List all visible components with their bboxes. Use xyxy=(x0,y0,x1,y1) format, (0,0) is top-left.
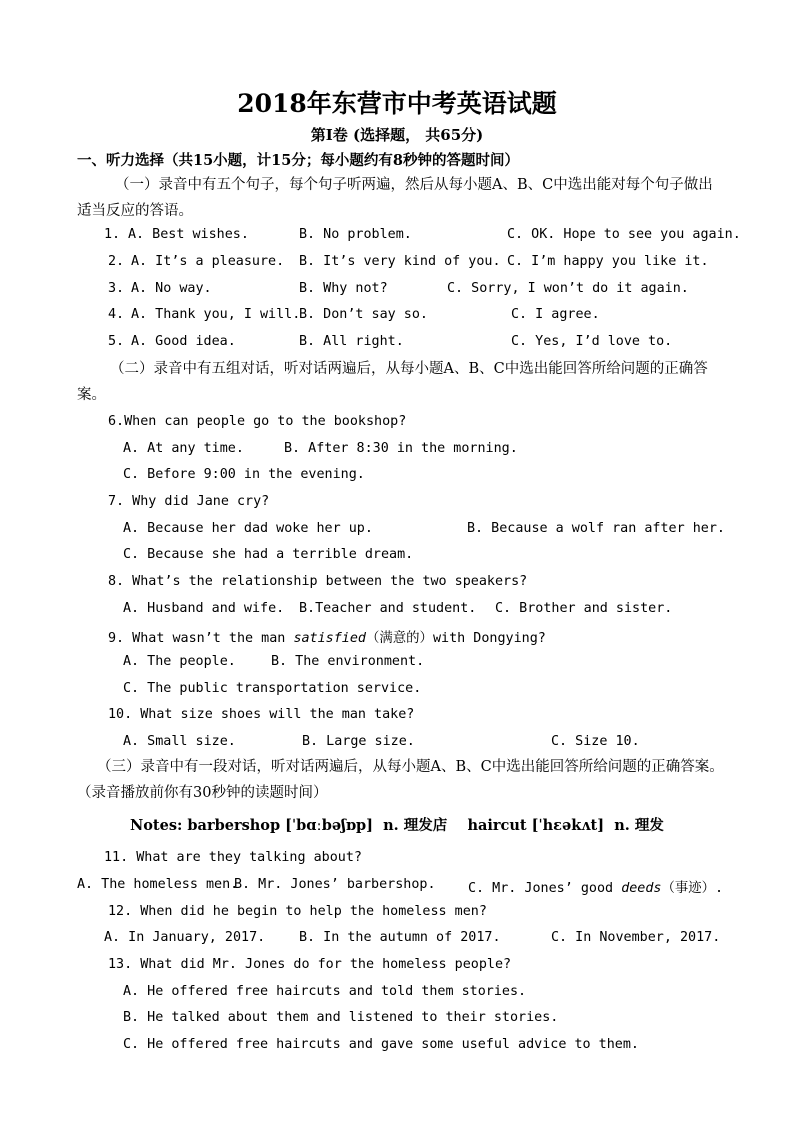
q12-question: 12. When did he begin to help the homeless men? xyxy=(108,904,487,919)
q9-question-start: 9. What wasn’t the man xyxy=(108,631,294,646)
q11-option-c-start: C. Mr. Jones’ good xyxy=(468,881,622,896)
q8-option-c: C. Brother and sister. xyxy=(495,601,673,616)
q6-option-c: C. Before 9:00 in the evening. xyxy=(123,467,365,482)
q1-option-c: C. OK. Hope to see you again. xyxy=(507,227,741,242)
q6-question: 6.When can people go to the bookshop? xyxy=(108,414,407,429)
q10-option-a: A. Small size. xyxy=(123,734,236,749)
q8-option-b: B.Teacher and student. xyxy=(299,601,477,616)
q8-option-a: A. Husband and wife. xyxy=(123,601,285,616)
q5-option-a: A. Good idea. xyxy=(131,334,236,349)
q7-option-c: C. Because she had a terrible dream. xyxy=(123,547,414,562)
q8-question: 8. What’s the relationship between the two speakers? xyxy=(108,574,528,589)
q13-question: 13. What did Mr. Jones do for the homeless people? xyxy=(108,957,512,972)
q11-option-b: B. Mr. Jones’ barbershop. xyxy=(234,877,436,892)
q11-gloss: （事迹）. xyxy=(661,881,724,896)
q2-option-a: A. It’s a pleasure. xyxy=(131,254,285,269)
q9-gloss: （满意的） xyxy=(366,631,433,646)
q9-option-c: C. The public transportation service. xyxy=(123,681,422,696)
q2-number: 2. xyxy=(108,254,125,269)
q9-question-end: with Dongying? xyxy=(432,631,546,646)
q13-option-c: C. He offered free haircuts and gave some useful advice to them. xyxy=(123,1037,639,1052)
vocabulary-notes: Notes: barbershop [ˈbɑːbəʃɒp] n. 理发店 haircut [ˈhɛəkʌt] n. 理发 xyxy=(130,817,664,834)
q12-option-b: B. In the autumn of 2017. xyxy=(299,930,501,945)
part2-intro: （二）录音中有五组对话，听对话两遍后，从每小题A、B、C中选出能回答所给问题的正确答案。 xyxy=(77,361,708,403)
q12-option-c: C. In November, 2017. xyxy=(551,930,721,945)
paper-subtitle: 第Ⅰ卷 (选择题， 共65分) xyxy=(310,126,484,144)
q4-option-c: C. I agree. xyxy=(511,307,600,322)
section-heading: 一、听力选择（共15小题，计15分；每小题约有8秒钟的答题时间） xyxy=(77,152,519,169)
q4-number: 4. xyxy=(108,307,125,322)
q6-option-a: A. At any time. xyxy=(123,441,244,456)
q7-option-b: B. Because a wolf ran after her. xyxy=(467,521,725,536)
q5-option-c: C. Yes, I’d love to. xyxy=(511,334,673,349)
q7-option-a: A. Because her dad woke her up. xyxy=(123,521,373,536)
q3-option-c: C. Sorry, I won’t do it again. xyxy=(447,281,689,296)
q11-option-c xyxy=(468,877,723,896)
q13-option-a: A. He offered free haircuts and told them stories. xyxy=(123,984,527,999)
q10-question: 10. What size shoes will the man take? xyxy=(108,707,415,722)
q3-number: 3. xyxy=(108,281,125,296)
q13-option-b: B. He talked about them and listened to their stories. xyxy=(123,1010,559,1025)
q11-question: 11. What are they talking about? xyxy=(104,850,362,865)
q1-number: 1. xyxy=(104,227,121,242)
q12-option-a: A. In January, 2017. xyxy=(104,930,266,945)
q5-number: 5. xyxy=(108,334,125,349)
q4-option-b: B. Don’t say so. xyxy=(299,307,428,322)
q9-option-a: A. The people. xyxy=(123,654,236,669)
q10-option-b: B. Large size. xyxy=(302,734,415,749)
q9-keyword: satisfied xyxy=(293,631,366,646)
q2-option-c: C. I’m happy you like it. xyxy=(507,254,709,269)
q6-option-b: B. After 8:30 in the morning. xyxy=(284,441,518,456)
q9-question xyxy=(108,627,546,646)
q2-option-b: B. It’s very kind of you. xyxy=(299,254,501,269)
q7-question: 7. Why did Jane cry? xyxy=(108,494,270,509)
q3-option-b: B. Why not? xyxy=(299,281,388,296)
part1-intro: （一）录音中有五个句子，每个句子听两遍，然后从每小题A、B、C中选出能对每个句子做出适当反应的答语。 xyxy=(77,177,713,219)
q4-option-a: A. Thank you, I will. xyxy=(131,307,301,322)
page-title: 2018年东营市中考英语试题 xyxy=(237,89,557,118)
q5-option-b: B. All right. xyxy=(299,334,404,349)
q9-option-b: B. The environment. xyxy=(271,654,425,669)
q11-option-a: A. The homeless men. xyxy=(77,877,239,892)
q3-option-a: A. No way. xyxy=(131,281,212,296)
q11-keyword: deeds xyxy=(621,881,662,896)
q1-option-a: A. Best wishes. xyxy=(128,227,249,242)
q1-option-b: B. No problem. xyxy=(299,227,412,242)
part3-intro: （三）录音中有一段对话，听对话两遍后，从每小题A、B、C中选出能回答所给问题的正确答案。（录音播放前你有30秒钟的读题时间） xyxy=(77,759,724,801)
q10-option-c: C. Size 10. xyxy=(551,734,640,749)
